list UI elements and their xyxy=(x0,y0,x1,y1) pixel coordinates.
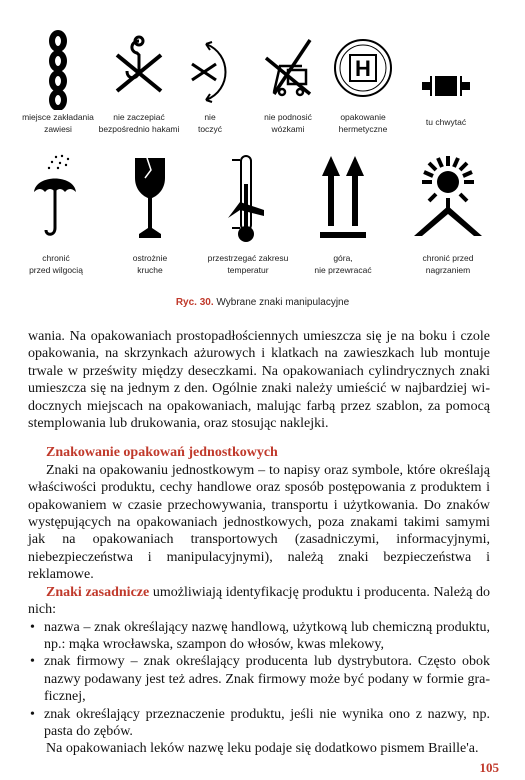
bullet-list xyxy=(28,619,490,741)
figure-caption xyxy=(0,297,525,308)
section-heading: Znakowanie opakowań jednostkowych xyxy=(46,445,278,461)
caption-no-hooks: nie zaczepiać bezpośrednio hakami xyxy=(98,112,180,134)
no-forklift-icon xyxy=(262,36,314,98)
sun-heat-icon xyxy=(410,154,486,240)
caption-no-forklift: nie podnosić wózkami xyxy=(264,112,312,134)
hermetic-package-icon xyxy=(333,38,393,98)
body-text xyxy=(28,328,490,758)
list-item: • znak określający przeznaczenie produktu, jeśli nie wynika ono z nazwy, np. pasta do zębów. xyxy=(28,706,490,741)
caption-glass: ostrożnie kruche xyxy=(132,253,168,275)
list-item: • znak firmowy – znak określający producenta lub dystrybutora. Często obok nazwy podawany jest też adres. Znak firmowy może być podany w formie graficznej, xyxy=(28,653,490,705)
list-item: • nazwa – znak określający nazwę handlową, użytkową lub chemiczną produktu, np.: mąka wrocławska, szampon do włosów, kwas mlekowy, xyxy=(28,619,490,654)
caption-clamp-here: tu chwytać xyxy=(425,117,467,127)
paragraph: Znaki zasadnicze umożliwiają identyfikację produktu i producenta. Należą do nich: xyxy=(28,584,490,618)
caption-sun-heat: chronić przed nagrzaniem xyxy=(422,253,474,275)
caption-hermetic: opakowanie hermetyczne xyxy=(338,112,388,134)
paragraph: Znaki na opakowaniu jednostkowym – to napisy oraz symbole, które określają właściwości produktu, cechy handlowe oraz sposób postępowania z produktem i opakowaniem w czasie przechowywania, transportu i użytkowania. Do znaków występujących na opakowaniach jednostkowych, poza znakami takimi samymi jak na opakowaniach transportowych (zasadniczymi, informacyjnymi, niebezpieczeństwa i manipulacyjnymi), należą znaki bezpieczeństwa i reklamowe. xyxy=(28,462,490,583)
chain-icon xyxy=(44,30,72,110)
thermometer-icon xyxy=(226,154,266,244)
caption-thermometer: przestrzegać zakresu temperatur xyxy=(207,253,289,275)
figure-title: Wybrane znaki manipulacyjne xyxy=(216,297,350,308)
caption-no-rolling: nie toczyć xyxy=(197,112,223,134)
glass-icon xyxy=(133,156,167,240)
caption-umbrella: chronić przed wilgocią xyxy=(29,253,83,275)
svg-text:H: H xyxy=(355,56,371,81)
no-hooks-icon xyxy=(113,35,165,97)
paragraph: wania. Na opakowaniach prostopadłościennych umieszcza się je na boku i czole opakowania, na skrzynkach ażurowych i klatkach na zawieszkach lub montuje trwale w prześwity między deseczkami. Na opakowaniach cylindrycznych znaki umieszcza się na jednym z den. Ogólnie znaki należy umieścić w najbardziej widocznych miejscach na opakowaniach, malując farbą przez szablon, za pomocą stemplowania lub drukowania, oraz stosując naklejki. xyxy=(28,329,490,432)
page-number: 105 xyxy=(479,760,499,775)
term-highlight: Znaki zasadnicze xyxy=(46,584,150,600)
up-arrows-icon xyxy=(320,156,366,238)
umbrella-icon xyxy=(32,154,78,240)
caption-up-arrows: góra, nie przewracać xyxy=(314,253,372,275)
caption-chain: miejsce zakładania zawiesi xyxy=(22,112,94,134)
clamp-here-icon xyxy=(422,74,470,98)
no-rolling-icon xyxy=(190,40,232,104)
paragraph: Na opakowaniach leków nazwę leku podaje się dodatkowo pismem Braille'a. xyxy=(46,741,479,757)
figure-label: Ryc. 30. xyxy=(175,297,214,308)
